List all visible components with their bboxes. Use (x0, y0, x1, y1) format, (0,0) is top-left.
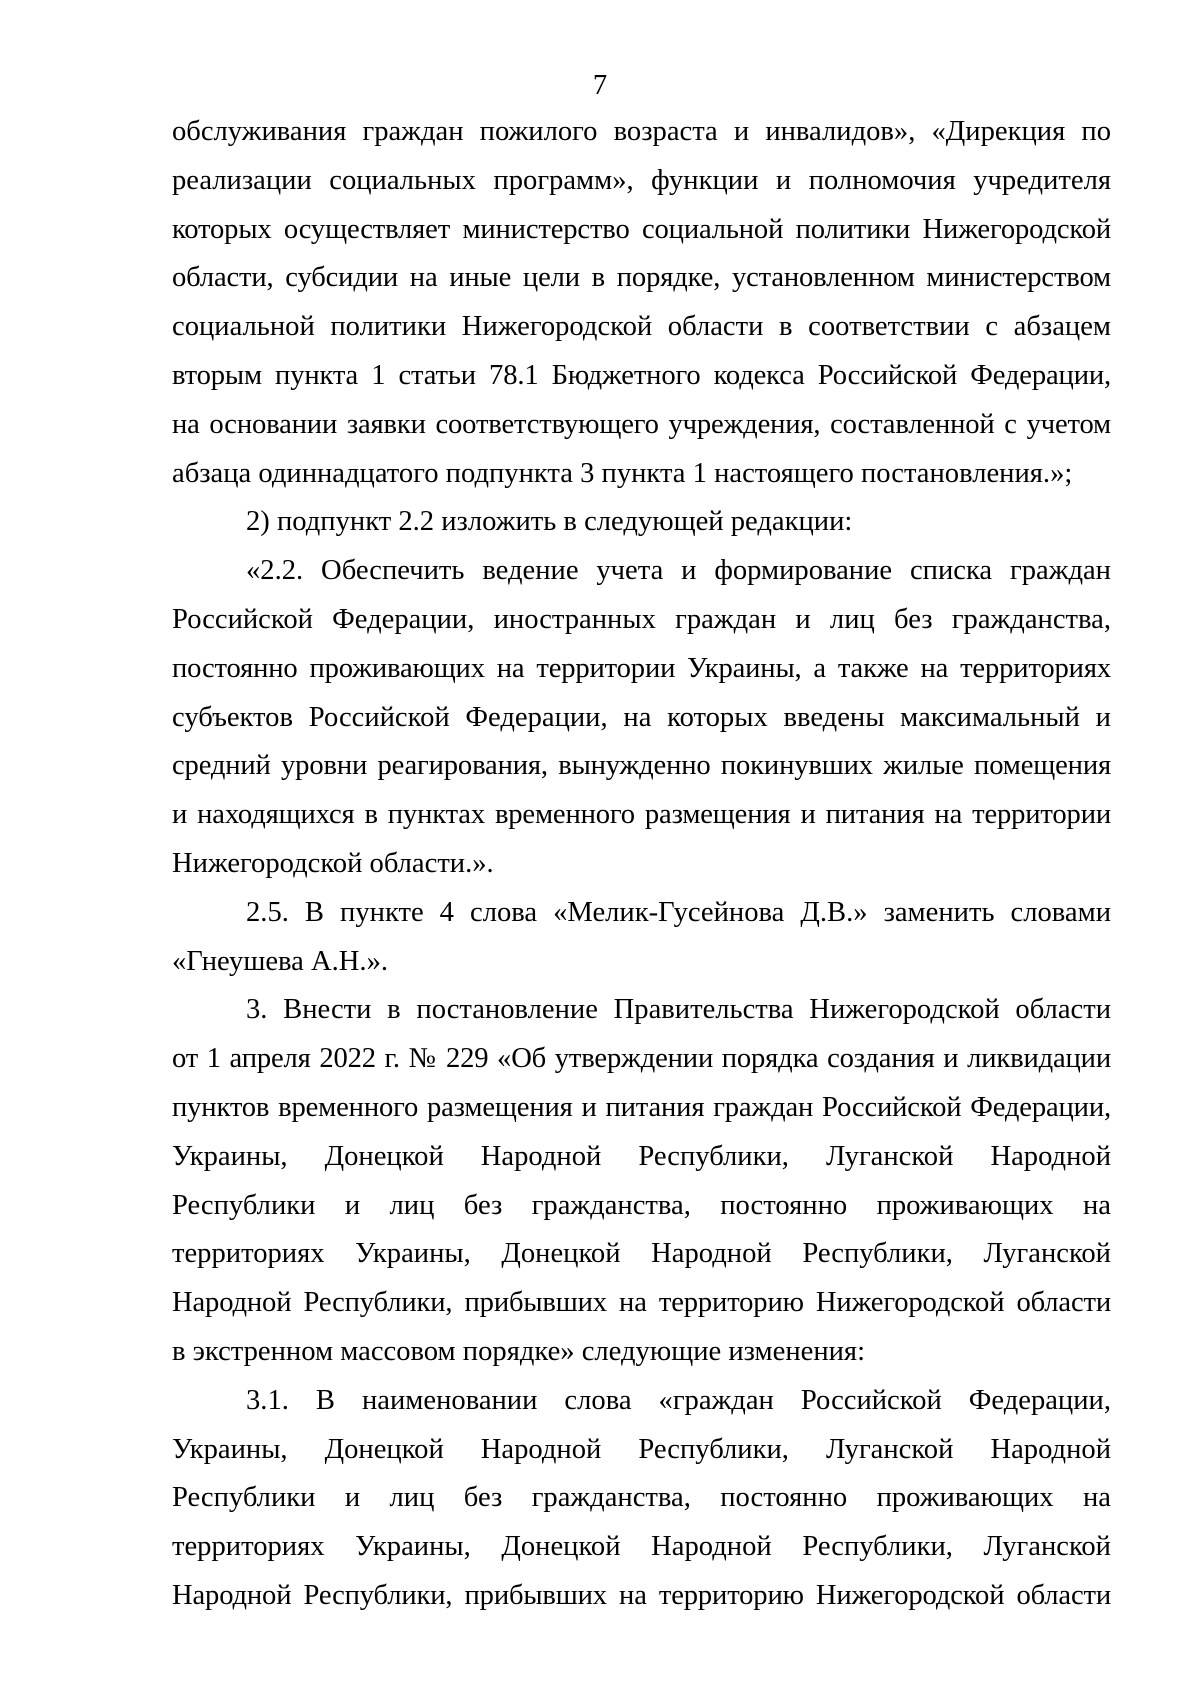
text-line: от 1 апреля 2022 г. № 229 «Об утверждении порядка создания и ликвидации (172, 1043, 1111, 1075)
page-number: 7 (592, 70, 608, 101)
text-line: вторым пункта 1 статьи 78.1 Бюджетного кодекса Российской Федерации, (172, 359, 1111, 391)
text-line: социальной политики Нижегородской области в соответствии с абзацем (172, 311, 1111, 343)
text-line: Народной Республики, прибывших на территорию Нижегородской области (172, 1287, 1111, 1319)
text-line: реализации социальных программ», функции и полномочия учредителя (172, 164, 1111, 196)
text-line: средний уровни реагирования, вынужденно покинувших жилые помещения (172, 750, 1111, 782)
text-line: субъектов Российской Федерации, на которых введены максимальный и (172, 701, 1111, 733)
text-line: области, субсидии на иные цели в порядке, установленном министерством (172, 262, 1111, 294)
text-line: 3. Внести в постановление Правительства Нижегородской области (246, 994, 1111, 1026)
document-body (172, 108, 1111, 1621)
text-line: «2.2. Обеспечить ведение учета и формирование списка граждан (246, 555, 1111, 587)
text-line: «Гнеушева А.Н.». (172, 945, 389, 977)
text-line: Республики и лиц без гражданства, постоянно проживающих на (172, 1482, 1111, 1514)
text-line: Российской Федерации, иностранных граждан и лиц без гражданства, (172, 603, 1111, 635)
text-line: Нижегородской области.». (172, 847, 494, 879)
text-line: пунктов временного размещения и питания граждан Российской Федерации, (172, 1091, 1111, 1123)
text-line: Народной Республики, прибывших на территорию Нижегородской области (172, 1579, 1111, 1611)
text-line: территориях Украины, Донецкой Народной Республики, Луганской (172, 1238, 1111, 1270)
text-line: Украины, Донецкой Народной Республики, Луганской Народной (172, 1140, 1111, 1172)
text-line: в экстренном массовом порядке» следующие изменения: (172, 1335, 866, 1367)
text-line: абзаца одиннадцатого подпункта 3 пункта 1 настоящего постановления.»; (172, 457, 1073, 489)
text-line: которых осуществляет министерство социальной политики Нижегородской (172, 213, 1111, 245)
text-line: постоянно проживающих на территории Украины, а также на территориях (172, 652, 1111, 684)
text-line: обслуживания граждан пожилого возраста и инвалидов», «Дирекция по (172, 116, 1111, 147)
text-line: территориях Украины, Донецкой Народной Республики, Луганской (172, 1531, 1111, 1563)
text-line: 2) подпункт 2.2 изложить в следующей редакции: (246, 506, 853, 538)
text-line: Украины, Донецкой Народной Республики, Луганской Народной (172, 1433, 1111, 1465)
text-line: Республики и лиц без гражданства, постоянно проживающих на (172, 1189, 1111, 1221)
text-line: 2.5. В пункте 4 слова «Мелик-Гусейнова Д.В.» заменить словами (246, 896, 1111, 928)
text-line: 3.1. В наименовании слова «граждан Российской Федерации, (246, 1384, 1111, 1416)
text-line: и находящихся в пунктах временного размещения и питания на территории (172, 799, 1111, 831)
text-line: на основании заявки соответствующего учреждения, составленной с учетом (172, 408, 1111, 440)
